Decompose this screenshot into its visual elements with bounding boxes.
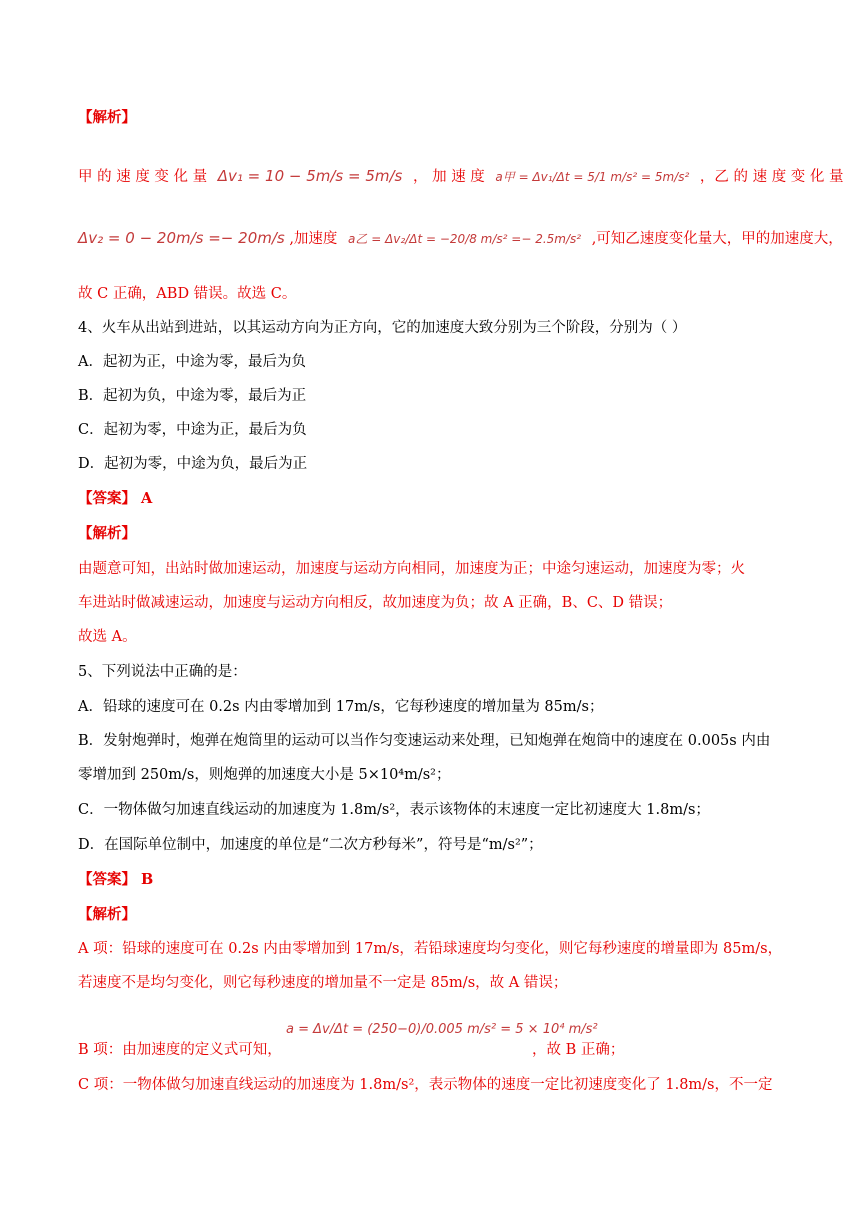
q3-formula-a-jia: a甲 = Δv₁/Δt = 5/1 m/s² = 5m/s²	[495, 170, 690, 184]
q3-text-accel: ， 加 速 度	[412, 169, 485, 185]
q3-explanation-line1	[78, 166, 844, 187]
q4-explanation-line2: 车进站时做减速运动，加速度与运动方向相反，故加速度为负；故 A 正确，B、C、D 错误；	[78, 595, 673, 611]
q3-text-speed-change-a: 甲 的 速 度 变 化 量	[78, 169, 208, 185]
q3-explanation-line2	[78, 228, 843, 249]
q5-stem: 5、下列说法中正确的是：	[78, 664, 247, 680]
q4-explanation-line1: 由题意可知，出站时做加速运动，加速度与运动方向相同，加速度为正；中途匀速运动，加速度为零；火	[78, 561, 745, 577]
q5-option-c: C．一物体做匀加速直线运动的加速度为 1.8m/s²，表示该物体的末速度一定比初速度大 1.8m/s；	[78, 802, 710, 818]
q5-option-b-line1: B．发射炮弹时，炮弹在炮筒里的运动可以当作匀变速运动来处理，已知炮弹在炮筒中的速度在 0.005s 内由	[78, 733, 771, 749]
q4-option-b: B．起初为负，中途为零，最后为正	[78, 388, 307, 404]
q4-analysis-heading: 【解析】	[78, 525, 136, 542]
q5-answer: 【答案】 B	[78, 871, 154, 888]
q4-option-a: A．起初为正，中途为零，最后为负	[78, 354, 306, 370]
q3-text-accel-2: ,加速度	[289, 231, 338, 247]
q3-text-conclusion: ,可知乙速度变化量大，甲的加速度大，	[591, 231, 843, 247]
q4-stem: 4、火车从出站到进站，以其运动方向为正方向，它的加速度大致分别为三个阶段，分别为（ ）	[78, 320, 687, 336]
q5-explanation-a-line1: A 项：铅球的速度可在 0.2s 内由零增加到 17m/s，若铅球速度均匀变化，则它每秒速度的增量即为 85m/s，	[78, 941, 783, 957]
q3-text-speed-change-b: ，乙 的 速 度 变 化 量	[699, 169, 844, 185]
q5-option-a: A．铅球的速度可在 0.2s 内由零增加到 17m/s，它每秒速度的增加量为 85m/s；	[78, 699, 604, 715]
q5-explanation-a-line2: 若速度不是均匀变化，则它每秒速度的增加量不一定是 85m/s，故 A 错误；	[78, 975, 568, 991]
q5-formula-b: a = Δv/Δt = (250−0)/0.005 m/s² = 5 × 10⁴ m/s²	[286, 1022, 598, 1037]
q5-explanation-b-post: ，故 B 正确；	[532, 1042, 625, 1058]
q4-option-d: D．起初为零，中途为负，最后为正	[78, 456, 308, 472]
q3-formula-dv1: Δv₁ = 10 − 5m/s = 5m/s	[217, 167, 403, 185]
q5-option-d: D．在国际单位制中，加速度的单位是“二次方秒每米”，符号是“m/s²”；	[78, 837, 543, 853]
q4-explanation-line3: 故选 A。	[78, 629, 137, 645]
q3-formula-dv2: Δv₂ = 0 − 20m/s =− 20m/s	[78, 229, 285, 247]
q5-analysis-heading: 【解析】	[78, 906, 136, 923]
q5-explanation-c: C 项：一物体做匀加速直线运动的加速度为 1.8m/s²，表示物体的速度一定比初速度变化了 1.8m/s，不一定	[78, 1077, 773, 1093]
q3-explanation-line3: 故 C 正确，ABD 错误。故选 C。	[78, 286, 297, 302]
q5-explanation-b-pre: B 项：由加速度的定义式可知，	[78, 1042, 282, 1058]
q4-answer: 【答案】 A	[78, 490, 153, 507]
q3-formula-a-yi: a乙 = Δv₂/Δt = −20/8 m/s² =− 2.5m/s²	[348, 232, 582, 246]
analysis-heading: 【解析】	[78, 109, 136, 126]
q4-option-c: C．起初为零，中途为正，最后为负	[78, 422, 307, 438]
q5-option-b-line2: 零增加到 250m/s，则炮弹的加速度大小是 5×10⁴m/s²；	[78, 767, 451, 783]
